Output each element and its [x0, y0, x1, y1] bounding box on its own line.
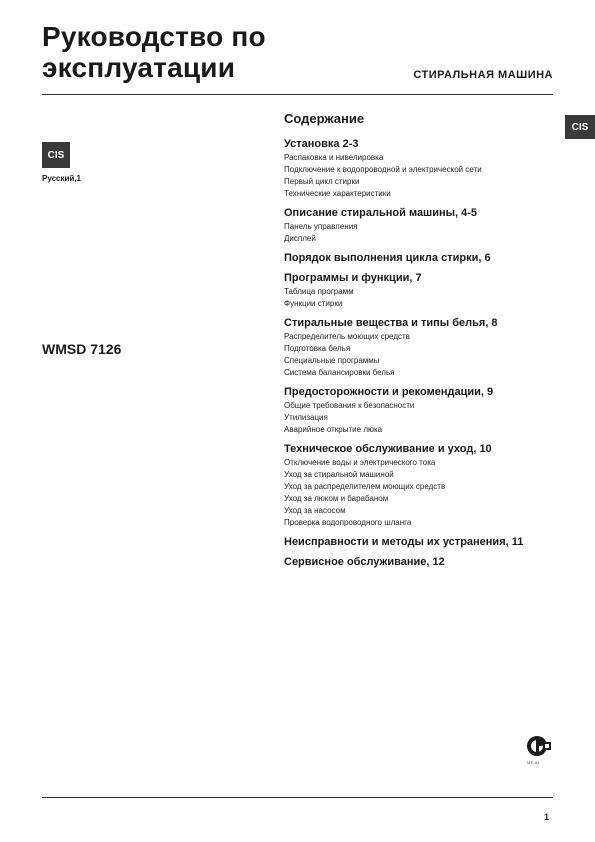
- toc-section-heading: Сервисное обслуживание, 12: [284, 556, 445, 568]
- toc-subsection-item: Отключение воды и электрического тока: [284, 458, 436, 467]
- toc-subsection-item: Проверка водопроводного шланга: [284, 518, 412, 527]
- toc-subsection-item: Уход за стиральной машиной: [284, 470, 394, 479]
- toc-subsection-item: Уход за люком и барабаном: [284, 494, 389, 503]
- toc-section-heading: Техническое обслуживание и уход, 10: [284, 443, 492, 455]
- toc-section: [284, 252, 564, 265]
- toc-subsection-item: Уход за насосом: [284, 506, 346, 515]
- toc-subsection-item: Распаковка и нивелировка: [284, 153, 384, 162]
- toc-section-heading: Стиральные вещества и типы белья, 8: [284, 317, 498, 329]
- toc-section: [284, 272, 564, 310]
- toc-subsection-item: Функции стирки: [284, 299, 343, 308]
- toc-subsection-item: Уход за распределителем моющих средств: [284, 482, 446, 491]
- toc-subsection-item: Первый цикл стирки: [284, 177, 360, 186]
- product-category: СТИРАЛЬНАЯ МАШИНА: [413, 69, 553, 81]
- toc-section-heading: Программы и функции, 7: [284, 272, 422, 284]
- toc-subsection-item: Таблица программ: [284, 287, 354, 296]
- toc-section-heading: Описание стиральной машины, 4-5: [284, 207, 478, 219]
- toc-section-heading: Установка 2-3: [284, 138, 359, 150]
- toc-subsection-item: Система балансировки белья: [284, 368, 395, 377]
- toc-title: Содержание: [284, 111, 365, 126]
- toc-subsection-item: Подготовка белья: [284, 344, 351, 353]
- toc-section-heading: Предосторожности и рекомендации, 9: [284, 386, 494, 398]
- toc-section-heading: Неисправности и методы их устранения, 11: [284, 536, 524, 548]
- model-name: WMSD 7126: [42, 341, 122, 357]
- toc-subsection-item: Специальные программы: [284, 356, 380, 365]
- toc-subsection-item: Общие требования к безопасности: [284, 401, 415, 410]
- toc-subsection-list: [284, 221, 564, 245]
- toc-subsection-list: [284, 286, 564, 310]
- toc-section: [284, 207, 564, 245]
- document-title-line-2: эксплуатации: [42, 52, 236, 83]
- toc-section-heading: Порядок выполнения цикла стирки, 6: [284, 252, 491, 264]
- region-badge: CIS: [42, 142, 70, 168]
- toc-subsection-item: Технические характеристики: [284, 189, 391, 198]
- region-tab: CIS: [565, 115, 595, 139]
- toc-sections: [284, 138, 564, 569]
- toc-section: [284, 386, 564, 436]
- toc-subsection-list: [284, 400, 564, 436]
- toc-subsection-list: [284, 331, 564, 379]
- toc-subsection-list: [284, 457, 564, 529]
- toc-subsection-item: Аварийное открытие люка: [284, 425, 383, 434]
- toc-subsection-item: Распределитель моющих средств: [284, 332, 410, 341]
- page-number: 1: [544, 812, 550, 822]
- toc-section: [284, 556, 564, 569]
- toc-section: [284, 536, 564, 549]
- document-title-line-1: Руководство по: [42, 21, 266, 52]
- rst-certification-mark-icon: [526, 733, 552, 759]
- toc-subsection-item: Дисплей: [284, 234, 316, 243]
- toc-subsection-list: [284, 152, 564, 200]
- toc-section: [284, 317, 564, 379]
- toc-subsection-item: Подключение к водопроводной и электрической сети: [284, 165, 482, 174]
- toc-section: [284, 443, 564, 529]
- table-of-contents: [284, 111, 564, 576]
- footer-divider: [42, 797, 553, 798]
- header-divider: [42, 94, 553, 95]
- toc-section: [284, 138, 564, 200]
- toc-subsection-item: Панель управления: [284, 222, 358, 231]
- language-page-reference: Русский,1: [42, 174, 81, 183]
- toc-subsection-item: Утилизация: [284, 413, 328, 422]
- certification-code: МЕ 61: [527, 760, 541, 765]
